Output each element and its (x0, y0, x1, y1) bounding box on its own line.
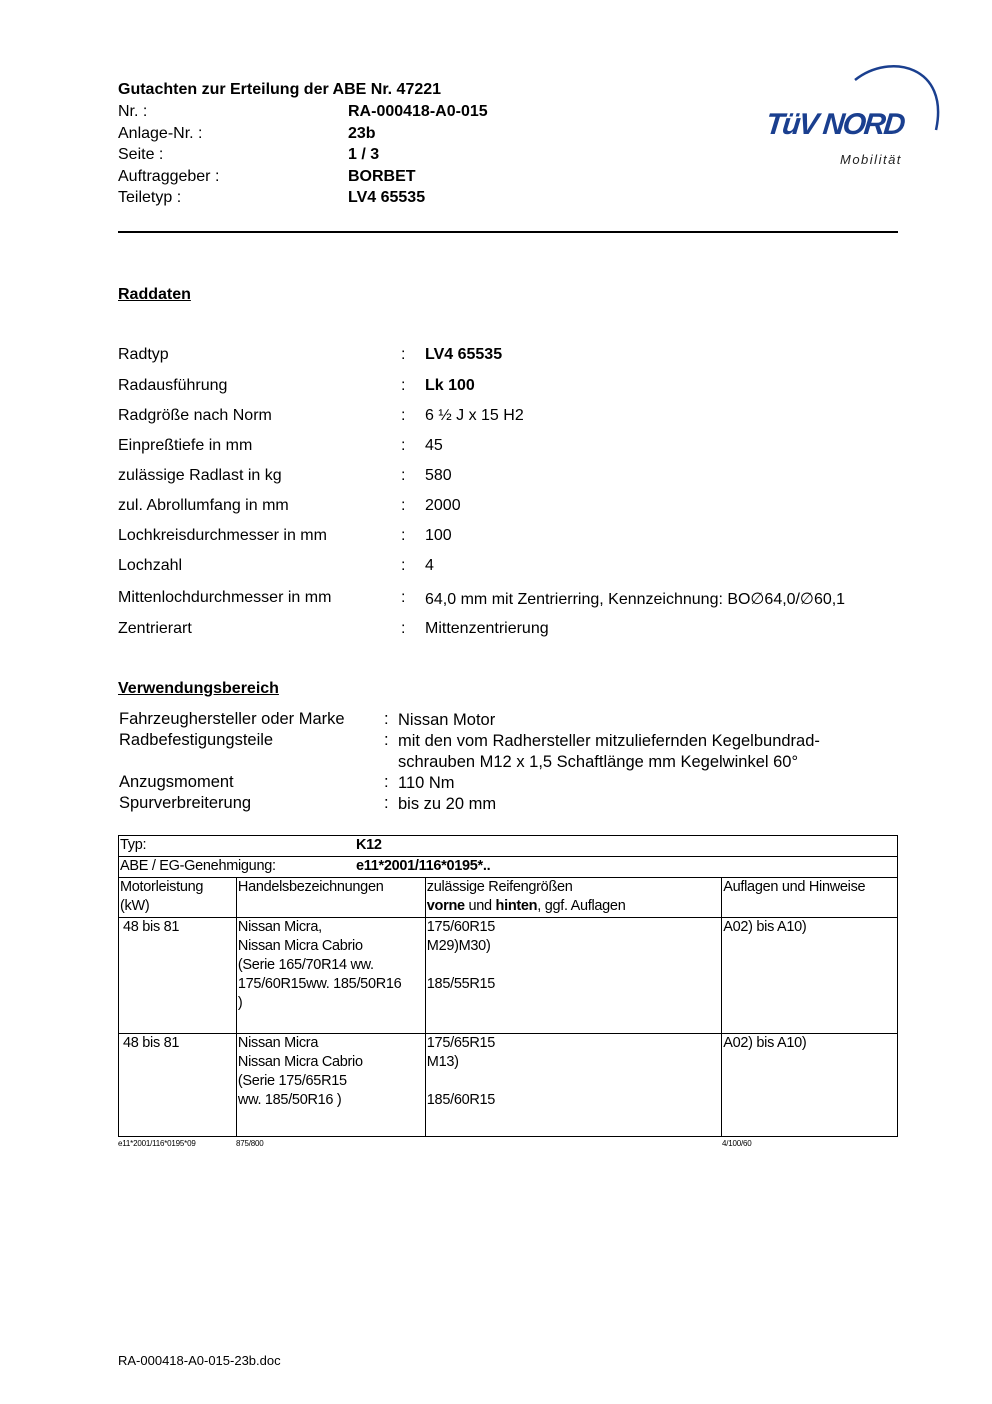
vorne-label: vorne (426, 898, 465, 914)
raddaten-label: Einpreßtiefe in mm (118, 437, 253, 454)
raddaten-colon: : (401, 589, 406, 606)
verwendung-value: Nissan Motor (398, 711, 496, 729)
name-line: 175/60R15ww. 185/50R16 (237, 976, 402, 992)
header-label: Seite : (118, 146, 164, 163)
raddaten-row (118, 557, 918, 579)
col-header-notes: Auflagen und Hinweise (722, 878, 898, 918)
tyre-line: M13) (426, 1054, 459, 1070)
logo-brand: TüV NORD (764, 108, 906, 141)
raddaten-colon: : (401, 620, 406, 637)
raddaten-colon: : (401, 557, 406, 574)
raddaten-label: zulässige Radlast in kg (118, 467, 282, 484)
names-cell (236, 918, 425, 1034)
header-label: Anlage-Nr. : (118, 125, 203, 142)
col-header-names: Handelsbezeichnungen (236, 878, 425, 918)
raddaten-value: 4 (425, 557, 434, 574)
typ-label: Typ: (120, 837, 147, 853)
col-header-tyres-line2 (427, 897, 720, 916)
name-line: (Serie 165/70R14 ww. (237, 957, 374, 973)
raddaten-row (118, 620, 918, 642)
raddaten-row (118, 527, 918, 549)
header-value: BORBET (348, 168, 416, 185)
power-cell: 48 bis 81 (119, 1034, 237, 1137)
verwendung-colon: : (384, 794, 389, 812)
header-value: 23b (348, 125, 376, 142)
name-line: ww. 185/50R16 ) (237, 1092, 342, 1108)
raddaten-value: 64,0 mm mit Zentrierring, Kennzeichnung: BO∅64,0/∅60,1 (425, 591, 846, 608)
power-cell: 48 bis 81 (119, 918, 237, 1034)
col-header-power-line1: Motorleistung (120, 879, 204, 895)
name-line: Nissan Micra, (237, 919, 322, 935)
raddaten-label: Radausführung (118, 377, 228, 394)
header-value: 1 / 3 (348, 146, 380, 163)
raddaten-row (118, 377, 918, 399)
tyre-line (427, 1072, 720, 1091)
tuev-nord-logo (760, 58, 945, 173)
tyre-line: M29)M30) (426, 938, 491, 954)
document-title: Gutachten zur Erteilung der ABE Nr. 47221 (118, 81, 442, 98)
table-row (119, 918, 898, 1034)
col-header-power-line2: (kW) (120, 898, 150, 914)
raddaten-row (118, 467, 918, 489)
raddaten-value: Lk 100 (425, 377, 475, 394)
col-header-tyres-line1: zulässige Reifengrößen (426, 879, 573, 895)
col-header-power (119, 878, 237, 918)
header-label: Auftraggeber : (118, 168, 220, 185)
verwendung-colon: : (384, 731, 389, 749)
raddaten-value: 6 ½ J x 15 H2 (425, 407, 524, 424)
names-cell (236, 1034, 425, 1137)
tyre-line: 185/60R15 (426, 1092, 496, 1108)
raddaten-label: Zentrierart (118, 620, 192, 637)
header-label: Nr. : (118, 103, 148, 120)
tyre-line: 175/60R15 (426, 919, 496, 935)
typ-value: K12 (356, 837, 382, 853)
table-foot-hole: 4/100/60 (722, 1139, 752, 1148)
header-divider (118, 231, 898, 233)
verwendung-colon: : (384, 710, 389, 728)
raddaten-label: Lochkreisdurchmesser in mm (118, 527, 327, 544)
verwendung-label: Anzugsmoment (119, 773, 234, 791)
name-line: (Serie 175/65R15 (237, 1073, 347, 1089)
tyres-cell (425, 918, 721, 1034)
raddaten-colon: : (401, 497, 406, 514)
notes-cell: A02) bis A10) (722, 918, 898, 1034)
abe-value: e11*2001/116*0195*.. (356, 858, 491, 874)
raddaten-colon: : (401, 377, 406, 394)
verwendung-label: Spurverbreiterung (119, 794, 252, 812)
raddaten-label: Lochzahl (118, 557, 183, 574)
name-line: Nissan Micra Cabrio (237, 938, 363, 954)
abe-label: ABE / EG-Genehmigung: (120, 858, 276, 874)
raddaten-value: Mittenzentrierung (425, 620, 549, 637)
raddaten-colon: : (401, 467, 406, 484)
tyre-line: 175/65R15 (426, 1035, 496, 1051)
header-value: RA-000418-A0-015 (348, 103, 488, 120)
verwendung-value-continued: schrauben M12 x 1,5 Schaftlänge mm Kegelwinkel 60° (398, 753, 799, 771)
section-heading-raddaten: Raddaten (118, 286, 191, 303)
table-foot-abe: e11*2001/116*0195*09 (118, 1139, 196, 1148)
raddaten-label: Radtyp (118, 346, 169, 363)
raddaten-colon: : (401, 407, 406, 424)
name-line: Nissan Micra Cabrio (237, 1054, 363, 1070)
header-label: Teiletyp : (118, 189, 182, 206)
verwendung-label: Fahrzeughersteller oder Marke (119, 710, 345, 728)
header-value: LV4 65535 (348, 189, 426, 206)
typ-cell (119, 836, 898, 857)
raddaten-value: 100 (425, 527, 452, 544)
verwendung-value: bis zu 20 mm (398, 795, 497, 813)
raddaten-label: Radgröße nach Norm (118, 407, 272, 424)
raddaten-row (118, 589, 918, 611)
raddaten-label: Mittenlochdurchmesser in mm (118, 589, 332, 606)
section-heading-verwendungsbereich: Verwendungsbereich (118, 680, 279, 697)
raddaten-label: zul. Abrollumfang in mm (118, 497, 289, 514)
tyre-line: 185/55R15 (426, 976, 496, 992)
col-header-tyres (425, 878, 721, 918)
tyres-cell (425, 1034, 721, 1137)
verwendung-colon: : (384, 773, 389, 791)
table-row (119, 1034, 898, 1137)
abe-cell (119, 857, 898, 878)
table-foot-numbers: 875/800 (236, 1139, 264, 1148)
auflagen-label: , ggf. Auflagen (537, 898, 626, 914)
raddaten-row (118, 497, 918, 519)
raddaten-colon: : (401, 437, 406, 454)
raddaten-row (118, 437, 918, 459)
footer-filename: RA-000418-A0-015-23b.doc (118, 1353, 281, 1368)
table-abe-row (119, 857, 898, 878)
hinten-label: hinten (495, 898, 538, 914)
raddaten-value: 580 (425, 467, 452, 484)
und-label: und (464, 898, 496, 914)
raddaten-row (118, 407, 918, 429)
raddaten-value: LV4 65535 (425, 346, 503, 363)
table-typ-row (119, 836, 898, 857)
logo-subtitle: Mobilität (840, 152, 902, 167)
raddaten-row (118, 346, 918, 368)
vehicle-table (118, 835, 898, 1137)
tyre-line (427, 956, 720, 975)
verwendung-value: mit den vom Radhersteller mitzuliefernden Kegelbundrad- (398, 732, 820, 750)
verwendung-value: 110 Nm (398, 774, 455, 792)
raddaten-value: 45 (425, 437, 443, 454)
table-header-row (119, 878, 898, 918)
name-line: Nissan Micra (237, 1035, 319, 1051)
raddaten-colon: : (401, 346, 406, 363)
raddaten-colon: : (401, 527, 406, 544)
raddaten-value: 2000 (425, 497, 461, 514)
verwendung-label: Radbefestigungsteile (119, 731, 274, 749)
name-line: ) (237, 995, 243, 1011)
notes-cell: A02) bis A10) (722, 1034, 898, 1137)
